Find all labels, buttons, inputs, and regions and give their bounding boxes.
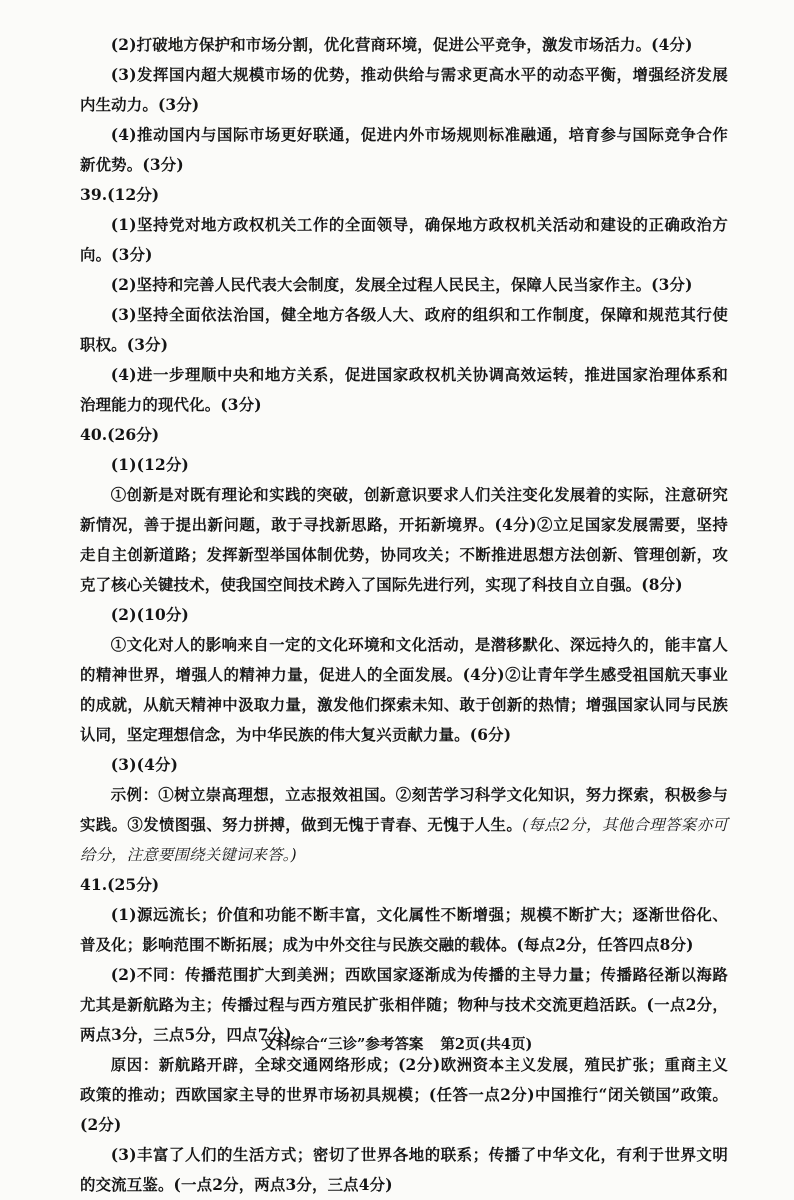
answer-40-3-text: 示例：①树立崇高理想，立志报效祖国。②刻苦学习科学文化知识，努力探索，积极参与实践。③发愤图强、努力拼搏，做到无愧于青春、无愧于人生。 [80, 786, 728, 834]
answer-40-1-body: ①创新是对既有理论和实践的突破，创新意识要求人们关注变化发展着的实际，注意研究新情况，善于提出新问题，敢于寻找新思路，开拓新境界。(4分)②立足国家发展需要，坚持走自主创新道路；发挥新型举国体制优势，协同攻关；不断推进思想方法创新、管理创新，攻克了核心关键技术，使我国空间技术跨入了国际先进行列，实现了科技自立自强。(8分) [80, 486, 728, 594]
question-40-heading: 40.(26分) [80, 425, 160, 444]
answer-38-4: (4)推动国内与国际市场更好联通，促进内外市场规则标准融通，培育参与国际竞争合作新优势。(3分) [80, 126, 728, 174]
answer-40-3-body [80, 780, 728, 870]
answer-39-3: (3)坚持全面依法治国，健全地方各级人大、政府的组织和工作制度，保障和规范其行使职权。(3分) [80, 306, 728, 354]
question-39-heading: 39.(12分) [80, 185, 160, 204]
footer-title: 文科综合“三诊”参考答案 [261, 1036, 424, 1053]
answer-40-3-note: (每点2分，其他合理答案亦可给分，注意要围绕关键词来答。) [80, 816, 728, 864]
answer-38-3: (3)发挥国内超大规模市场的优势，推动供给与需求更高水平的动态平衡，增强经济发展内生动力。(3分) [80, 66, 728, 114]
answer-39-1: (1)坚持党对地方政权机关工作的全面领导，确保地方政权机关活动和建设的正确政治方向。(3分) [80, 216, 728, 264]
page-footer [0, 1033, 794, 1054]
answer-41-2-reason: 原因：新航路开辟，全球交通网络形成；(2分)欧洲资本主义发展，殖民扩张；重商主义政策的推动；西欧国家主导的世界市场初具规模；(任答一点2分)中国推行“闭关锁国”政策。(2分) [80, 1056, 728, 1134]
question-41-heading: 41.(25分) [80, 875, 160, 894]
answer-38-2: (2)打破地方保护和市场分割，优化营商环境，促进公平竞争，激发市场活力。(4分) [110, 36, 693, 54]
answer-40-3-heading: (3)(4分) [110, 756, 179, 774]
answer-39-2: (2)坚持和完善人民代表大会制度，发展全过程人民民主，保障人民当家作主。(3分) [110, 276, 693, 294]
answer-41-1: (1)源远流长；价值和功能不断丰富，文化属性不断增强；规模不断扩大；逐渐世俗化、普及化；影响范围不断拓展；成为中外交往与民族交融的载体。(每点2分，任答四点8分) [80, 906, 728, 954]
answer-40-1-heading: (1)(12分) [110, 456, 190, 474]
answer-39-4: (4)进一步理顺中央和地方关系，促进国家政权机关协调高效运转，推进国家治理体系和治理能力的现代化。(3分) [80, 366, 728, 414]
answer-41-3: (3)丰富了人们的生活方式；密切了世界各地的联系；传播了中华文化，有利于世界文明的交流互鉴。(一点2分，两点3分，三点4分) [80, 1146, 728, 1194]
answer-40-2-heading: (2)(10分) [110, 606, 190, 624]
answer-41-2: (2)不同：传播范围扩大到美洲；西欧国家逐渐成为传播的主导力量；传播路径渐以海路尤其是新航路为主；传播过程与西方殖民扩张相伴随；物种与技术交流更趋活跃。(一点2分，两点3分，三点5分，四点7分) [80, 966, 728, 1044]
footer-page-number: 第2页(共4页) [440, 1036, 533, 1053]
answer-40-2-body: ①文化对人的影响来自一定的文化环境和文化活动，是潜移默化、深远持久的，能丰富人的精神世界，增强人的精神力量，促进人的全面发展。(4分)②让青年学生感受祖国航天事业的成就，从航天精神中汲取力量，激发他们探索未知、敢于创新的热情；增强国家认同与民族认同，坚定理想信念，为中华民族的伟大复兴贡献力量。(6分) [80, 636, 728, 744]
